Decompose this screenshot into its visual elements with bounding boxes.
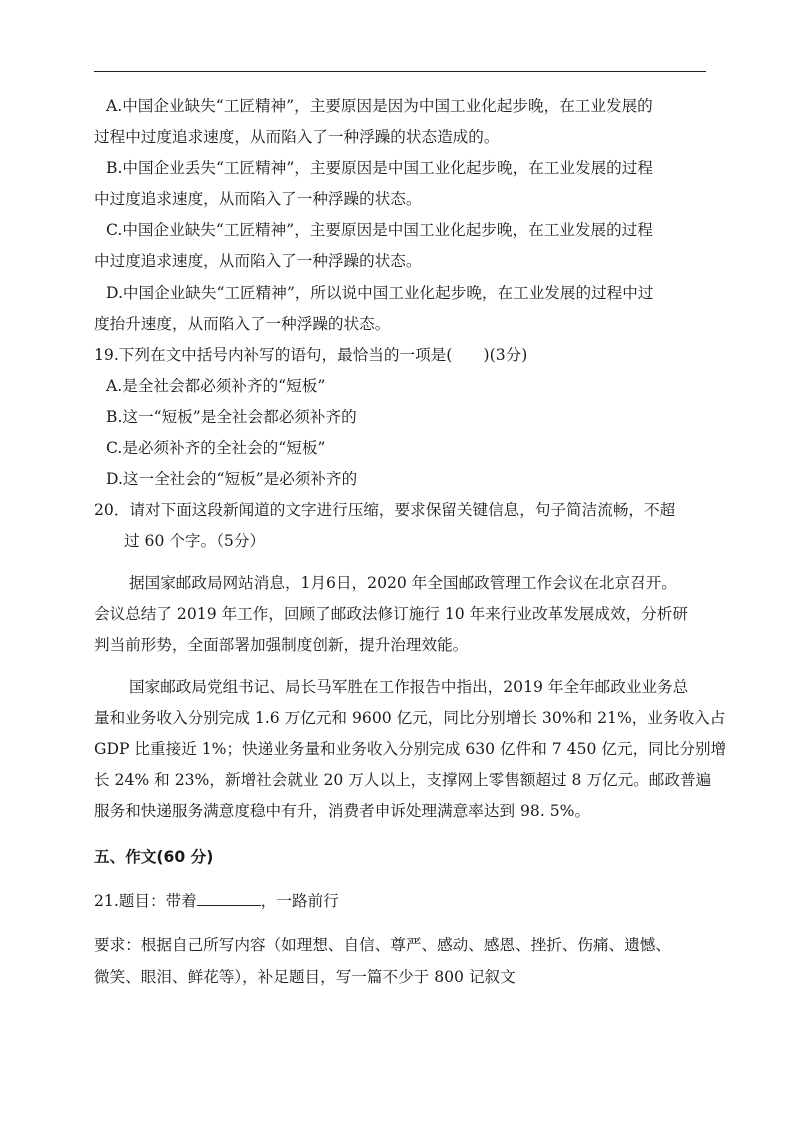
q21-requirement-line1: 要求：根据自己所写内容（如理想、自信、尊严、感动、感恩、挫折、伤痛、遗憾、: [94, 936, 671, 954]
q20-para2-line5: 服务和快递服务满意度稳中有升，消费者申诉处理满意率达到 98. 5%。: [94, 802, 591, 820]
q18-option-a-line2: 过程中过度追求速度，从而陷入了一种浮躁的状态造成的。: [94, 128, 500, 146]
q19-option-c: C.是必须补齐的全社会的“短板”: [106, 439, 326, 457]
q21-title-suffix: ，一路前行: [260, 892, 339, 910]
q20-stem-line2: 过 60 个字。（5分）: [124, 532, 266, 550]
q20-para1-line2: 会议总结了 2019 年工作，回顾了邮政法修订施行 10 年来行业改革发展成效，分析研: [94, 605, 688, 623]
q18-option-c-line2: 中过度追求速度，从而陷入了一种浮躁的状态。: [94, 252, 422, 270]
q18-option-d-line2: 度抬升速度，从而陷入了一种浮躁的状态。: [94, 315, 391, 333]
section-five-heading: 五、作文(60 分): [94, 848, 214, 866]
q20-para2-line2: 量和业务收入分别完成 1.6 万亿元和 9600 亿元，同比分别增长 30%和 21%，业务收入占: [94, 709, 726, 727]
q18-option-d-line1: D.中国企业缺失“工匠精神”，所以说中国工业化起步晚，在工业发展的过程中过: [106, 284, 654, 302]
q18-option-b-line2: 中过度追求速度，从而陷入了一种浮躁的状态。: [94, 190, 422, 208]
q19-stem: 19.下列在文中括号内补写的语句，最恰当的一项是( )(3分): [94, 346, 528, 364]
q20-para2-line3: GDP 比重接近 1%；快递业务量和业务收入分别完成 630 亿件和 7 450 亿元，同比分别增: [94, 740, 727, 758]
q18-option-b-line1: B.中国企业丢失“工匠精神”，主要原因是中国工业化起步晚，在工业发展的过程: [106, 159, 653, 177]
q20-para1-line1: 据国家邮政局网站消息，1月6日，2020 年全国邮政管理工作会议在北京召开。: [129, 574, 677, 592]
header-rule: [94, 71, 706, 72]
q19-option-b: B.这一“短板”是全社会都必须补齐的: [106, 408, 357, 426]
q21-title: [94, 891, 339, 911]
q18-option-c-line1: C.中国企业缺失“工匠精神”，主要原因是中国工业化起步晚，在工业发展的过程: [106, 221, 653, 239]
q20-stem-line1: 20．请对下面这段新闻道的文字进行压缩，要求保留关键信息，句子简洁流畅，不超: [94, 501, 676, 519]
q21-title-prefix: 21.题目：带着: [94, 892, 197, 910]
q20-para2-line1: 国家邮政局党组书记、局长马军胜在工作报告中指出，2019 年全年邮政业业务总: [129, 678, 689, 696]
q19-option-a: A.是全社会都必须补齐的“短板”: [106, 377, 326, 395]
q21-title-blank: [197, 891, 261, 906]
q21-requirement-line2: 微笑、眼泪、鲜花等），补足题目，写一篇不少于 800 记叙文: [94, 968, 516, 986]
q19-option-d: D.这一全社会的“短板”是必须补齐的: [106, 470, 358, 488]
q20-para2-line4: 长 24% 和 23%，新增社会就业 20 万人以上，支撑网上零售额超过 8 万亿元。邮政普遍: [94, 771, 712, 789]
q18-option-a-line1: A.中国企业缺失“工匠精神”，主要原因是因为中国工业化起步晚，在工业发展的: [106, 97, 653, 115]
q20-para1-line3: 判当前形势，全面部署加强制度创新，提升治理效能。: [94, 636, 469, 654]
